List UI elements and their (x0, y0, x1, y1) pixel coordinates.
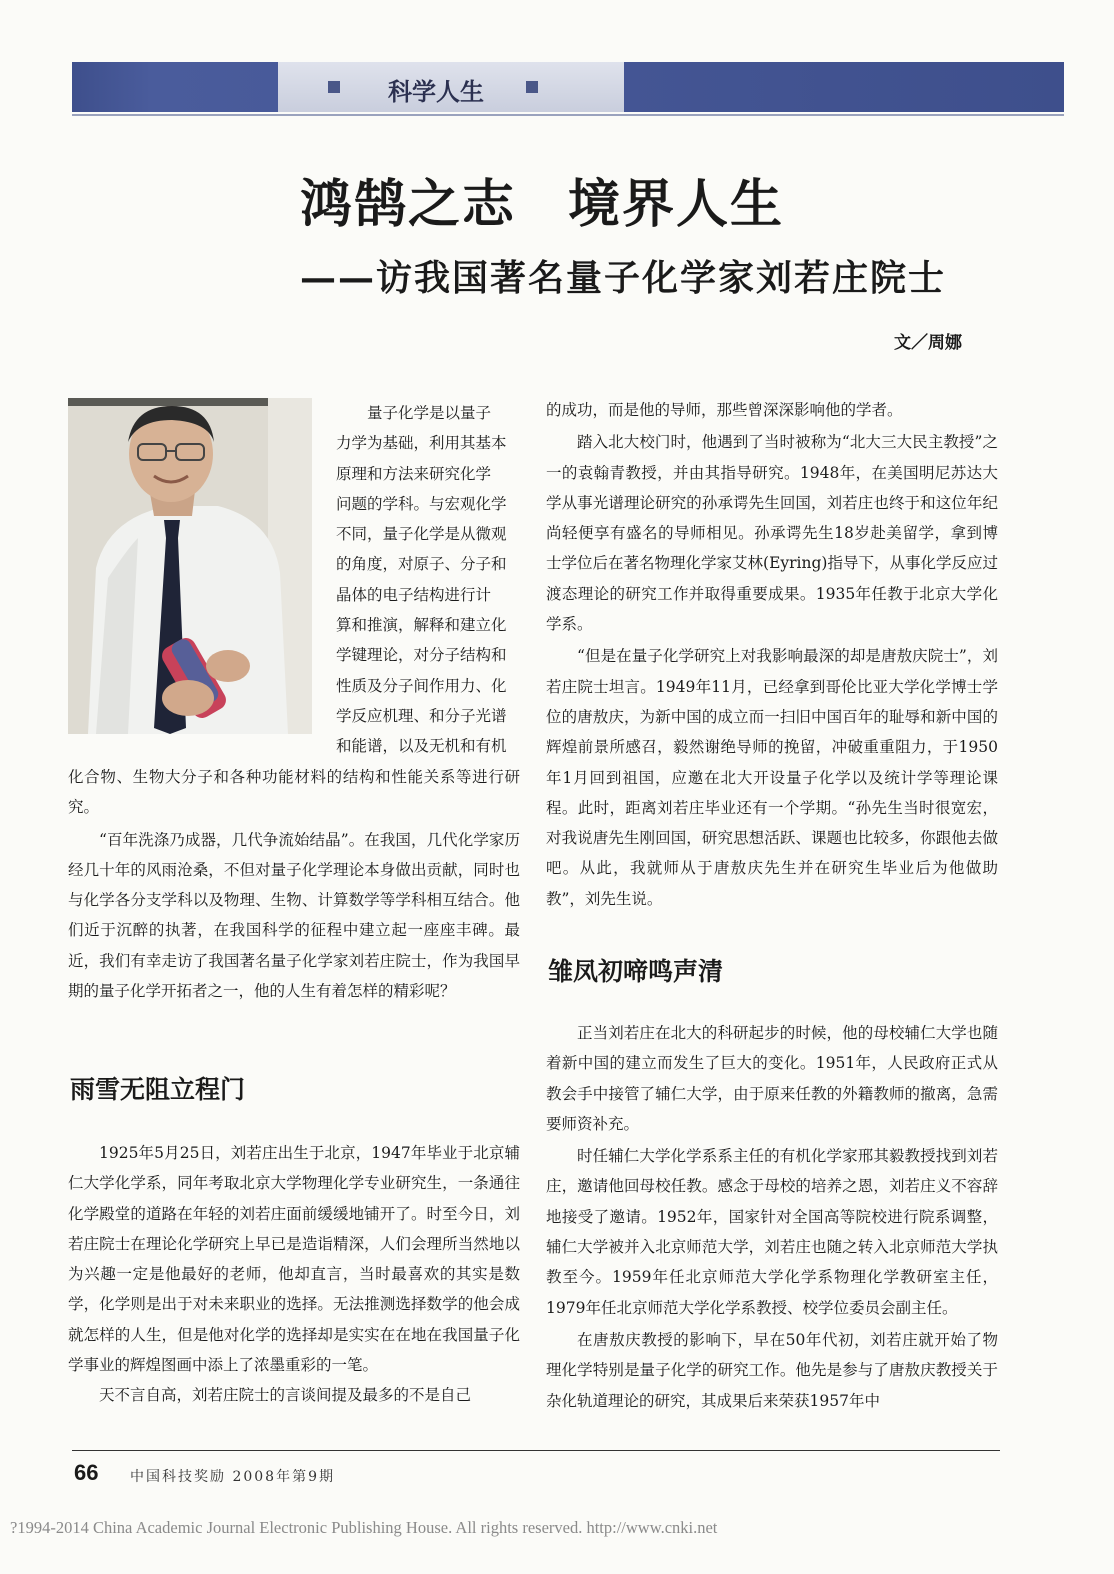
text-line: 量子化学是以量子 (367, 404, 492, 422)
paragraph: 1925年5月25日，刘若庄出生于北京，1947年毕业于北京辅仁大学化学系，同年考取北京大学物理化学专业研究生，一条通往化学殿堂的道路在年轻的刘若庄面前缓缓地铺开了。时至今日，刘若庄院士在理论化学研究上早已是造诣精深，人们会理所当然地以为兴趣一定是他最好的老师，他却直言，当时最喜欢的其实是数学，化学则是出于对未来职业的选择。无法推测选择数学的他会成就怎样的人生，但是他对化学的选择却是实实在在地在我国量子化学事业的辉煌图画中添上了浓墨重彩的一笔。 (68, 1144, 520, 1375)
text-line: 晶体的电子结构进行计 (336, 585, 492, 604)
section-label: 科学人生 (388, 78, 484, 106)
paragraph: 正当刘若庄在北大的科研起步的时候，他的母校辅仁大学也随着新中国的建立而发生了巨大的变化。1951年，人民政府正式从教会手中接管了辅仁大学，由于原来任教的外籍教师的撤离，急需要师资补充。 (546, 1024, 998, 1133)
paragraph: 踏入北大校门时，他遇到了当时被称为“北大三大民主教授”之一的袁翰青教授，并由其指导研究。1948年，在美国明尼苏达大学从事光谱理论研究的孙承谔先生回国，刘若庄也终于和这位年纪尚轻便享有盛名的导师相见。孙承谔先生18岁赴美留学，拿到博士学位后在著名物理化学家艾林(Eyring)指导下，从事化学反应过渡态理论的研究工作并取得重要成果。1935年任教于北京大学化学系。 (546, 433, 998, 634)
text-line: 和能谱，以及无机和有机 (336, 737, 507, 756)
footer-rule (72, 1450, 1000, 1451)
paragraph: 在唐敖庆教授的影响下，早在50年代初，刘若庄就开始了物理化学特别是量子化学的研究工作。他先是参与了唐敖庆教授关于杂化轨道理论的研究，其成果后来荣获1957年中 (546, 1330, 998, 1410)
text-line: 算和推演，解释和建立化 (336, 616, 507, 635)
text-line: 的角度，对原子、分子和 (336, 555, 507, 574)
square-bullet-icon (328, 81, 340, 93)
text-line: 力学为基础，利用其基本 (336, 434, 507, 453)
portrait-photo (68, 398, 312, 734)
text-line: 学反应机理、和分子光谱 (336, 706, 507, 725)
right-column-section2 (546, 1018, 998, 1416)
left-column-text (68, 762, 520, 1006)
right-column-text (546, 395, 998, 914)
section-heading: 雏凤初啼鸣声清 (548, 957, 724, 986)
text-line: 不同，量子化学是从微观 (336, 525, 507, 544)
paragraph-continued: 的成功，而是他的导师，那些曾深深影响他的学者。 (546, 401, 903, 419)
text-line: 问题的学科。与宏观化学 (336, 494, 507, 513)
copyright-notice: ?1994-2014 China Academic Journal Electronic Publishing House. All rights reserved. http://www.cnki.net (10, 1518, 718, 1537)
paragraph: 天不言自高，刘若庄院士的言谈间提及最多的不是自己 (99, 1386, 472, 1405)
article-title: 鸿鹄之志 境界人生 (300, 174, 785, 235)
paragraph: “百年洗涤乃成器，几代争流始结晶”。在我国，几代化学家历经几十年的风雨沧桑，不但对量子化学理论本身做出贡献，同时也与化学各分支学科以及物理、生物、计算数学等学科相互结合。他们近于沉醉的执著，在我国科学的征程中建立起一座座丰碑。最近，我们有幸走访了我国著名量子化学家刘若庄院士，作为我国早期的量子化学开拓者之一，他的人生有着怎样的精彩呢？ (68, 830, 520, 1001)
byline: 文／周娜 (894, 333, 962, 353)
section-heading: 雨雪无阻立程门 (70, 1075, 246, 1104)
divider (72, 114, 1064, 116)
paragraph: 时任辅仁大学化学系系主任的有机化学家邢其毅教授找到刘若庄，邀请他回母校任教。感念于母校的培养之恩，刘若庄义不容辞地接受了邀请。1952年，国家针对全国高等院校进行院系调整，辅仁大学被并入北京师范大学，刘若庄也随之转入北京师范大学执教至今。1959年任北京师范大学化学系物理化学教研室主任，1979年任北京师范大学化学系教授、校学位委员会副主任。 (546, 1147, 998, 1317)
publication-info: 中国科技奖励 2008年第9期 (130, 1469, 335, 1485)
intro-continued: 化合物、生物大分子和各种功能材料的结构和性能关系等进行研究。 (68, 768, 520, 817)
section-tab (278, 62, 624, 112)
article-subtitle: ——访我国著名量子化学家刘若庄院士 (300, 257, 947, 299)
section-banner (72, 62, 1064, 112)
square-bullet-icon (526, 81, 538, 93)
text-line: 原理和方法来研究化学 (336, 464, 492, 483)
paragraph: “但是在量子化学研究上对我影响最深的却是唐敖庆院士”，刘若庄院士坦言。1949年11月，已经拿到哥伦比亚大学化学博士学位的唐敖庆，为新中国的成立而一扫旧中国百年的耻辱和新中国的辉煌前景所感召，毅然谢绝导师的挽留，冲破重重阻力，于1950年1月回到祖国，应邀在北大开设量子化学以及统计学等理论课程。此时，距离刘若庄毕业还有一个学期。“孙先生当时很宽宏，对我说唐先生刚回国，研究思想活跃、课题也比较多，你跟他去做吧。从此，我就师从于唐敖庆先生并在研究生毕业后为他做助教”，刘先生说。 (546, 647, 998, 908)
text-line: 学键理论，对分子结构和 (336, 646, 507, 665)
page-number: 66 (74, 1460, 99, 1485)
left-column-section1 (68, 1138, 520, 1411)
text-line: 性质及分子间作用力、化 (336, 676, 507, 695)
intro-wrapped-text (336, 398, 520, 762)
